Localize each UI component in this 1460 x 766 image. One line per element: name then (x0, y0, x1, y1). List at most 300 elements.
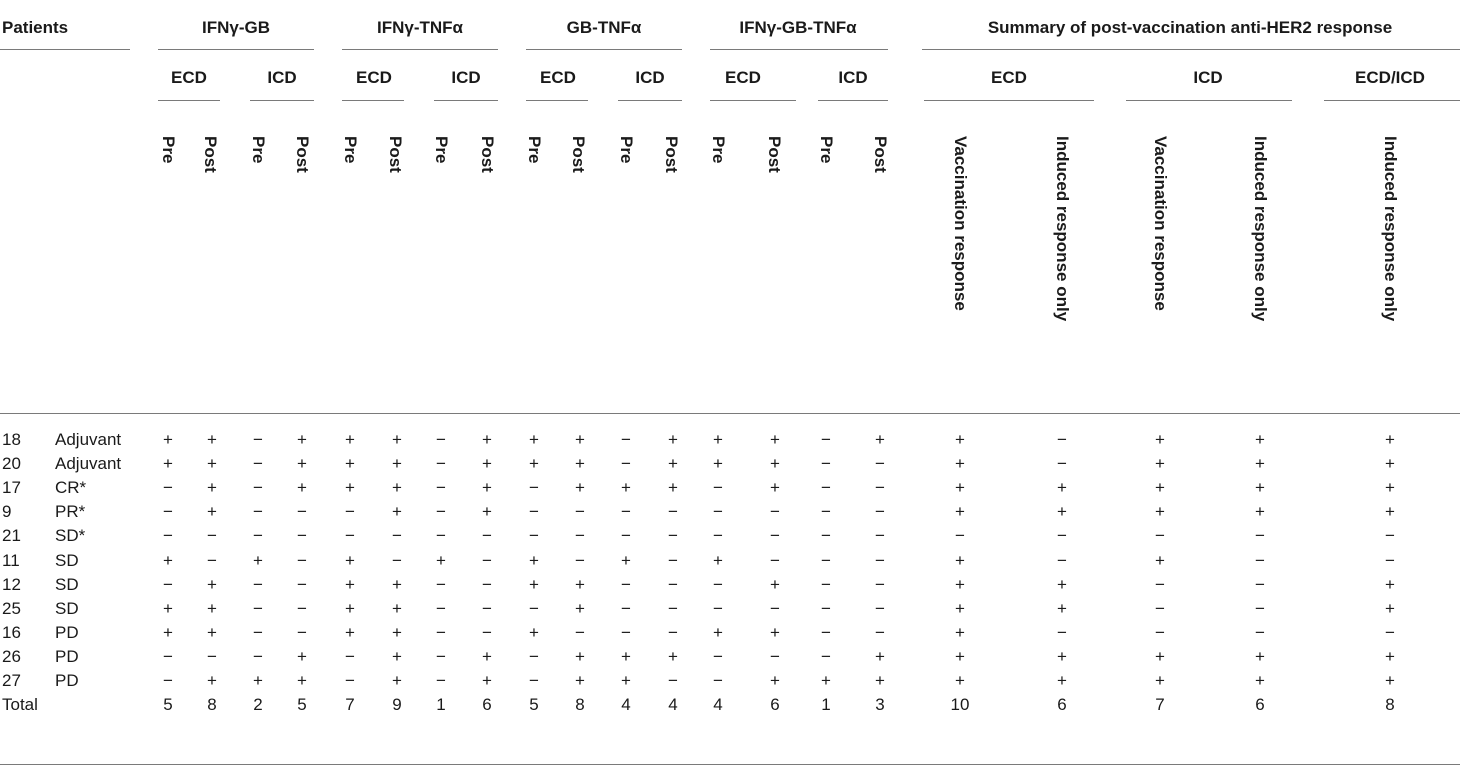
table-cell: + (955, 599, 965, 618)
table-cell: + (1155, 502, 1165, 521)
col-pre: Pre (709, 136, 728, 164)
patients-header: Patients (2, 18, 69, 37)
total-cell: 5 (163, 695, 173, 714)
table-cell: − (1255, 623, 1265, 642)
header-rule (342, 49, 498, 50)
table-cell: − (297, 551, 307, 570)
table-cell: − (821, 575, 831, 594)
table-cell: − (253, 454, 263, 473)
table-cell: − (621, 526, 631, 545)
header-rule (158, 49, 314, 50)
summary-subheader-ecd: ECD (991, 68, 1027, 87)
table-cell: + (575, 454, 585, 473)
table-cell: − (821, 623, 831, 642)
patient-context: SD* (55, 526, 86, 545)
table-cell: − (297, 575, 307, 594)
col-induced-response-only: Induced response only (1381, 136, 1400, 322)
table-cell: + (1385, 430, 1395, 449)
table-cell: + (1255, 502, 1265, 521)
subheader-rule (710, 100, 796, 101)
table-cell: + (392, 430, 402, 449)
table-cell: − (713, 647, 723, 666)
table-cell: − (529, 671, 539, 690)
table-cell: + (1385, 454, 1395, 473)
table-cell: − (770, 599, 780, 618)
col-pre: Pre (817, 136, 836, 164)
table-cell: + (955, 502, 965, 521)
total-cell: 6 (1255, 695, 1265, 714)
subheader-rule (434, 100, 498, 101)
table-cell: + (207, 502, 217, 521)
table-cell: − (875, 575, 885, 594)
table-cell: + (529, 551, 539, 570)
table-cell: − (575, 502, 585, 521)
table-cell: + (207, 454, 217, 473)
table-cell: + (529, 430, 539, 449)
table-cell: − (163, 502, 173, 521)
table-cell: − (1255, 526, 1265, 545)
table-cell: − (207, 526, 217, 545)
table-cell: + (1385, 647, 1395, 666)
table-cell: − (875, 599, 885, 618)
table-cell: − (163, 526, 173, 545)
table-cell: + (207, 478, 217, 497)
patient-context: Adjuvant (55, 430, 122, 449)
table-cell: − (529, 502, 539, 521)
table-cell: + (529, 454, 539, 473)
patient-id: 25 (2, 599, 21, 618)
table-cell: + (345, 575, 355, 594)
table-cell: + (1385, 671, 1395, 690)
col-pre: Pre (249, 136, 268, 164)
table-cell: + (668, 647, 678, 666)
table-cell: + (297, 647, 307, 666)
col-pre: Pre (341, 136, 360, 164)
table-cell: − (253, 599, 263, 618)
subheader-rule (818, 100, 888, 101)
table-cell: − (482, 599, 492, 618)
col-post: Post (871, 136, 890, 173)
table-cell: − (345, 502, 355, 521)
table-cell: + (1385, 599, 1395, 618)
patient-id: 12 (2, 575, 21, 594)
table-cell: + (392, 623, 402, 642)
table-cell: − (875, 526, 885, 545)
table-cell: + (482, 430, 492, 449)
patient-id: 27 (2, 671, 21, 690)
table-cell: − (1057, 454, 1067, 473)
table-cell: − (1385, 526, 1395, 545)
total-cell: 8 (1385, 695, 1395, 714)
summary-header: Summary of post-vaccination anti-HER2 response (987, 18, 1393, 37)
table-cell: − (253, 647, 263, 666)
table-cell: − (436, 623, 446, 642)
table-cell: + (529, 623, 539, 642)
patient-context: PD (55, 671, 79, 690)
total-cell: 8 (575, 695, 585, 714)
table-cell: + (575, 575, 585, 594)
table-cell: + (529, 575, 539, 594)
table-cell: + (207, 599, 217, 618)
table-cell: − (575, 526, 585, 545)
patient-id: 21 (2, 526, 21, 545)
total-cell: 7 (345, 695, 355, 714)
patient-context: CR* (55, 478, 87, 497)
table-cell: + (1255, 478, 1265, 497)
table-cell: − (668, 599, 678, 618)
total-cell: 6 (770, 695, 780, 714)
summary-subheader-icd: ICD (1193, 68, 1223, 87)
table-cell: + (482, 671, 492, 690)
table-cell: + (482, 478, 492, 497)
table-cell: + (207, 430, 217, 449)
table-cell: − (668, 526, 678, 545)
patient-id: 11 (2, 551, 20, 570)
table-cell: − (668, 551, 678, 570)
table-cell: + (1255, 647, 1265, 666)
table-cell: + (1057, 647, 1067, 666)
patient-context: Adjuvant (55, 454, 122, 473)
group-header-ifng-gb-tnfa: IFNγ-GB-TNFα (739, 18, 857, 37)
table-cell: − (1255, 551, 1265, 570)
table-cell: − (1385, 623, 1395, 642)
total-cell: 4 (668, 695, 678, 714)
table-cell: − (1057, 526, 1067, 545)
subheader-icd: ICD (838, 68, 868, 87)
table-cell: − (875, 623, 885, 642)
table-cell: − (436, 454, 446, 473)
table-cell: − (575, 623, 585, 642)
table-cell: − (436, 526, 446, 545)
table-cell: − (668, 575, 678, 594)
subheader-rule (526, 100, 588, 101)
table-cell: − (163, 575, 173, 594)
table-cell: + (392, 478, 402, 497)
table-cell: + (713, 454, 723, 473)
table-cell: + (575, 430, 585, 449)
header-rule (0, 49, 130, 50)
col-pre: Pre (525, 136, 544, 164)
table-cell: + (207, 623, 217, 642)
table-cell: − (955, 526, 965, 545)
col-post: Post (569, 136, 588, 173)
subheader-rule (158, 100, 220, 101)
table-cell: − (821, 526, 831, 545)
table-cell: + (163, 430, 173, 449)
table-cell: + (955, 647, 965, 666)
table-cell: − (821, 454, 831, 473)
table-cell: − (529, 647, 539, 666)
patient-id: 16 (2, 623, 21, 642)
table-cell: − (297, 623, 307, 642)
subheader-rule (1324, 100, 1460, 101)
table-cell: − (297, 599, 307, 618)
table-cell: − (668, 502, 678, 521)
table-cell: − (163, 671, 173, 690)
table-cell: − (436, 502, 446, 521)
table-cell: + (955, 430, 965, 449)
table-cell: − (1155, 575, 1165, 594)
table-cell: + (163, 551, 173, 570)
table-cell: − (1385, 551, 1395, 570)
table-cell: − (621, 502, 631, 521)
table-cell: − (821, 551, 831, 570)
table-cell: + (1155, 647, 1165, 666)
table-cell: − (1255, 575, 1265, 594)
table-cell: − (207, 647, 217, 666)
patient-id: 18 (2, 430, 21, 449)
table-cell: − (821, 430, 831, 449)
table-cell: + (345, 454, 355, 473)
table-cell: + (575, 599, 585, 618)
table-cell: − (621, 575, 631, 594)
table-cell: − (436, 647, 446, 666)
table-cell: − (253, 526, 263, 545)
table-cell: + (207, 671, 217, 690)
subheader-ecd: ECD (356, 68, 392, 87)
table-cell: − (163, 647, 173, 666)
table-cell: + (668, 430, 678, 449)
table-cell: + (770, 454, 780, 473)
col-induced-response-only: Induced response only (1053, 136, 1072, 322)
table-cell: + (1155, 430, 1165, 449)
group-header-gb-tnfa: GB-TNFα (566, 18, 642, 37)
table-cell: − (482, 623, 492, 642)
col-vaccination-response: Vaccination response (951, 136, 970, 311)
total-cell: 4 (713, 695, 723, 714)
subheader-ecd: ECD (725, 68, 761, 87)
table-cell: − (436, 575, 446, 594)
patient-context: PD (55, 623, 79, 642)
total-cell: 6 (482, 695, 492, 714)
table-cell: + (482, 502, 492, 521)
patient-id: 26 (2, 647, 21, 666)
table-cell: − (482, 551, 492, 570)
table-cell: − (770, 502, 780, 521)
table-cell: − (436, 599, 446, 618)
table-cell: + (955, 575, 965, 594)
table-cell: + (1155, 671, 1165, 690)
table-cell: + (713, 430, 723, 449)
table-cell: + (207, 575, 217, 594)
table-cell: + (345, 430, 355, 449)
table-cell: − (875, 478, 885, 497)
table-cell: + (875, 647, 885, 666)
col-post: Post (662, 136, 681, 173)
table-cell: + (1057, 575, 1067, 594)
table-cell: − (1155, 599, 1165, 618)
table-cell: + (821, 671, 831, 690)
table-cell: + (482, 647, 492, 666)
col-post: Post (386, 136, 405, 173)
table-cell: − (575, 551, 585, 570)
patient-id: 17 (2, 478, 21, 497)
table-cell: − (821, 647, 831, 666)
table-cell: − (482, 575, 492, 594)
table-cell: − (436, 671, 446, 690)
table-cell: + (1057, 599, 1067, 618)
table-cell: + (392, 502, 402, 521)
table-cell: − (253, 430, 263, 449)
table-bottom-rule (0, 764, 1460, 765)
table-cell: − (482, 526, 492, 545)
table-cell: + (392, 575, 402, 594)
total-cell: 7 (1155, 695, 1165, 714)
col-vaccination-response: Vaccination response (1151, 136, 1170, 311)
table-cell: − (713, 599, 723, 618)
table-cell: + (668, 478, 678, 497)
table-cell: − (621, 430, 631, 449)
table-cell: + (253, 551, 263, 570)
table-cell: − (713, 671, 723, 690)
table-cell: − (668, 623, 678, 642)
table-cell: − (297, 526, 307, 545)
col-pre: Pre (432, 136, 451, 164)
total-cell: 9 (392, 695, 402, 714)
table-cell: + (163, 623, 173, 642)
table-cell: + (575, 671, 585, 690)
col-pre: Pre (617, 136, 636, 164)
table-cell: − (297, 502, 307, 521)
table-cell: − (770, 647, 780, 666)
total-cell: 3 (875, 695, 885, 714)
subheader-rule (618, 100, 682, 101)
patient-context: SD (55, 575, 79, 594)
table-cell: + (621, 551, 631, 570)
table-cell: + (345, 599, 355, 618)
table-cell: − (1057, 430, 1067, 449)
table-cell: + (392, 671, 402, 690)
table-cell: + (1385, 478, 1395, 497)
table-cell: − (253, 502, 263, 521)
table-cell: + (163, 454, 173, 473)
table-cell: − (1155, 623, 1165, 642)
table-cell: + (955, 478, 965, 497)
subheader-ecd: ECD (171, 68, 207, 87)
col-pre: Pre (159, 136, 178, 164)
header-rule (526, 49, 682, 50)
table-cell: − (770, 551, 780, 570)
table-cell: + (297, 478, 307, 497)
table-cell: − (621, 623, 631, 642)
table-cell: − (821, 502, 831, 521)
table-cell: + (875, 671, 885, 690)
table-cell: + (770, 671, 780, 690)
table-cell: + (770, 478, 780, 497)
table-cell: + (770, 430, 780, 449)
total-label: Total (2, 695, 38, 714)
table-cell: + (621, 671, 631, 690)
subheader-icd: ICD (451, 68, 481, 87)
table-cell: + (955, 623, 965, 642)
summary-subheader-ecd-icd: ECD/ICD (1355, 68, 1425, 87)
group-header-ifng-gb: IFNγ-GB (202, 18, 270, 37)
table-cell: + (1255, 671, 1265, 690)
table-cell: − (821, 478, 831, 497)
table-cell: + (955, 454, 965, 473)
table-cell: + (1255, 430, 1265, 449)
table-cell: + (392, 647, 402, 666)
patient-context: PD (55, 647, 79, 666)
patient-context: SD (55, 551, 79, 570)
total-cell: 2 (253, 695, 263, 714)
table-cell: − (621, 599, 631, 618)
table-cell: − (1057, 551, 1067, 570)
table-cell: − (529, 599, 539, 618)
table-cell: + (253, 671, 263, 690)
table-cell: + (668, 454, 678, 473)
total-cell: 1 (436, 695, 446, 714)
table-cell: − (713, 575, 723, 594)
table-cell: − (253, 623, 263, 642)
table-cell: + (345, 623, 355, 642)
table-cell: − (345, 671, 355, 690)
table-cell: + (955, 551, 965, 570)
table-cell: + (955, 671, 965, 690)
col-post: Post (765, 136, 784, 173)
table-cell: − (529, 478, 539, 497)
subheader-icd: ICD (635, 68, 665, 87)
table-cell: − (392, 526, 402, 545)
table-cell: − (253, 575, 263, 594)
total-cell: 5 (529, 695, 539, 714)
header-rule (922, 49, 1460, 50)
table-cell: − (770, 526, 780, 545)
table-cell: − (875, 454, 885, 473)
table-cell: − (875, 551, 885, 570)
subheader-icd: ICD (267, 68, 297, 87)
table-cell: + (482, 454, 492, 473)
table-cell: − (821, 599, 831, 618)
patient-id: 9 (2, 502, 12, 521)
table-cell: + (1057, 478, 1067, 497)
table-cell: + (1155, 551, 1165, 570)
table-cell: − (163, 478, 173, 497)
col-post: Post (201, 136, 220, 173)
table-cell: + (297, 671, 307, 690)
total-cell: 1 (821, 695, 831, 714)
total-cell: 5 (297, 695, 307, 714)
subheader-rule (924, 100, 1094, 101)
table-cell: + (163, 599, 173, 618)
subheader-rule (342, 100, 404, 101)
total-cell: 8 (207, 695, 217, 714)
table-cell: − (1057, 623, 1067, 642)
table-cell: − (253, 478, 263, 497)
subheader-rule (250, 100, 314, 101)
table-cell: + (1155, 454, 1165, 473)
table-cell: + (345, 478, 355, 497)
total-cell: 6 (1057, 695, 1067, 714)
total-cell: 10 (950, 695, 970, 714)
table-cell: + (1057, 502, 1067, 521)
table-cell: − (207, 551, 217, 570)
table-cell: − (713, 478, 723, 497)
table-cell: + (875, 430, 885, 449)
table-cell: − (345, 526, 355, 545)
patient-id: 20 (2, 454, 21, 473)
table-cell: + (436, 551, 446, 570)
table-cell: + (1255, 454, 1265, 473)
table-cell: + (297, 454, 307, 473)
table-cell: + (621, 647, 631, 666)
table-cell: − (1155, 526, 1165, 545)
table-cell: + (1057, 671, 1067, 690)
patient-context: PR* (55, 502, 86, 521)
group-header-ifng-tnfa: IFNγ-TNFα (377, 18, 463, 37)
table-cell: − (392, 551, 402, 570)
col-post: Post (293, 136, 312, 173)
